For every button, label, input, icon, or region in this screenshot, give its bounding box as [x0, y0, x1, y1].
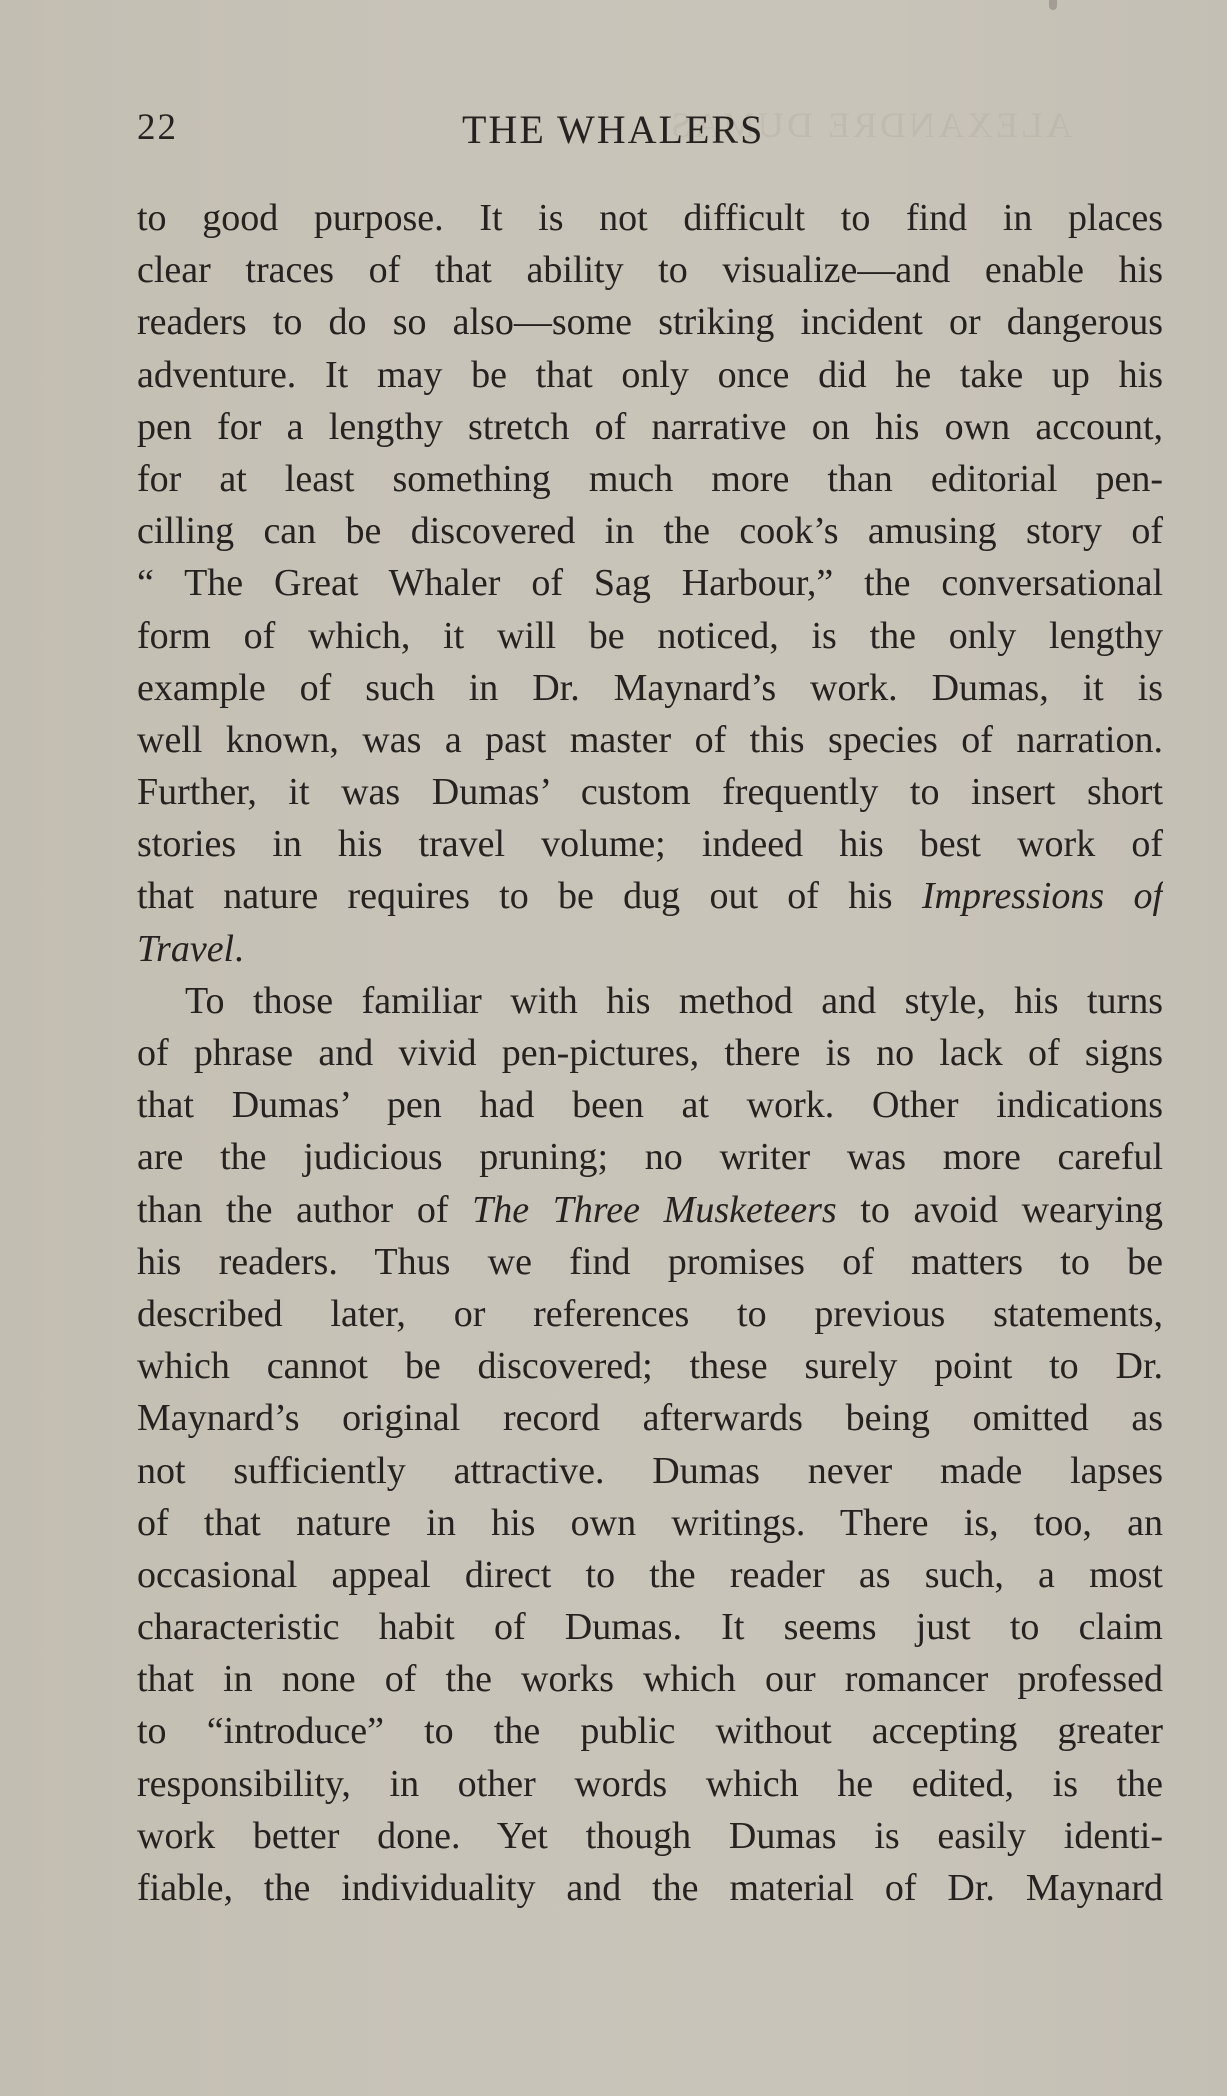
italic-title: The Three Musketeers [472, 1188, 837, 1231]
text-line [137, 610, 1163, 662]
body-text [137, 192, 1163, 1914]
text-line [137, 1653, 1163, 1705]
text-line [137, 1862, 1163, 1914]
text-line [137, 975, 1163, 1027]
text-segment: . [234, 927, 244, 970]
italic-title: Travel [137, 927, 235, 970]
text-line [137, 1758, 1163, 1810]
text-line [137, 923, 1163, 975]
text-segment: characteristic habit of Dumas. It seems just to claim [137, 1606, 1163, 1649]
text-line [137, 662, 1163, 714]
text-line [137, 1445, 1163, 1497]
paper-speck [1049, 0, 1057, 10]
text-segment: his readers. Thus we find promises of matters to be [137, 1240, 1163, 1283]
text-line [137, 1288, 1163, 1340]
text-line [137, 1549, 1163, 1601]
text-segment: for at least something much more than editorial pen- [137, 457, 1163, 500]
text-line [137, 1236, 1163, 1288]
text-segment: are the judicious pruning; no writer was more careful [137, 1136, 1163, 1179]
text-segment: that nature requires to be dug out of his [137, 875, 922, 918]
text-line [137, 557, 1163, 609]
text-line [137, 1184, 1163, 1236]
italic-title: Impressions of [921, 875, 1163, 918]
text-line [137, 453, 1163, 505]
text-line [137, 1705, 1163, 1757]
text-segment: Maynard’s original record afterwards being omitted as [137, 1397, 1163, 1440]
text-line [137, 714, 1163, 766]
text-segment: Further, it was Dumas’ custom frequently to insert short [137, 771, 1163, 814]
text-segment: pen for a lengthy stretch of narrative on his own account, [137, 405, 1163, 448]
text-segment: that in none of the works which our romancer professed [137, 1658, 1163, 1701]
text-line [137, 244, 1163, 296]
page-number: 22 [137, 107, 178, 148]
text-segment: described later, or references to previous statements, [137, 1292, 1163, 1335]
text-line [137, 192, 1163, 244]
text-line [137, 1131, 1163, 1183]
running-head: THE WHALERS [462, 107, 765, 152]
text-segment: that Dumas’ pen had been at work. Other indications [137, 1084, 1163, 1127]
text-segment: example of such in Dr. Maynard’s work. Dumas, it is [137, 666, 1163, 709]
text-segment: clear traces of that ability to visualize—and enable his [137, 249, 1163, 292]
text-segment: readers to do so also—some striking incident or dangerous [137, 301, 1163, 344]
text-segment: to avoid wearying [836, 1188, 1163, 1231]
text-line [137, 349, 1163, 401]
text-segment: fiable, the individuality and the material of Dr. Maynard [137, 1867, 1163, 1909]
text-segment: occasional appeal direct to the reader as such, a most [137, 1553, 1163, 1596]
text-line [137, 296, 1163, 348]
text-segment: stories in his travel volume; indeed his best work of [137, 823, 1163, 866]
text-line [137, 818, 1163, 870]
text-segment: of phrase and vivid pen-pictures, there is no lack of signs [137, 1032, 1163, 1074]
text-line [137, 1027, 1163, 1079]
text-line [137, 1497, 1163, 1549]
text-segment: than the author of [137, 1188, 473, 1231]
text-segment: work better done. Yet though Dumas is easily identi- [137, 1814, 1163, 1857]
text-line [137, 1810, 1163, 1862]
text-segment: which cannot be discovered; these surely point to Dr. [137, 1345, 1163, 1388]
text-segment: “ The Great Whaler of Sag Harbour,” the conversational [137, 562, 1163, 605]
text-segment: to “introduce” to the public without accepting greater [137, 1710, 1163, 1753]
text-line [137, 401, 1163, 453]
text-segment: responsibility, in other words which he edited, is the [137, 1762, 1163, 1805]
text-line [137, 505, 1163, 557]
show-through-text: ALEXANDRE DUMAS [668, 105, 1072, 145]
text-line [137, 870, 1163, 922]
text-line [137, 1340, 1163, 1392]
text-segment: to good purpose. It is not difficult to find in places [137, 197, 1163, 239]
text-line [137, 1601, 1163, 1653]
text-segment: of that nature in his own writings. There is, too, an [137, 1501, 1163, 1544]
text-segment: To those familiar with his method and style, his turns [185, 979, 1163, 1022]
text-segment: not sufficiently attractive. Dumas never made lapses [137, 1449, 1163, 1492]
text-line [137, 766, 1163, 818]
text-line [137, 1079, 1163, 1131]
text-segment: well known, was a past master of this species of narration. [137, 718, 1163, 761]
text-segment: adventure. It may be that only once did he take up his [137, 353, 1163, 396]
text-segment: form of which, it will be noticed, is the only lengthy [137, 614, 1163, 657]
text-segment: cilling can be discovered in the cook’s amusing story of [137, 510, 1163, 553]
text-line [137, 1392, 1163, 1444]
